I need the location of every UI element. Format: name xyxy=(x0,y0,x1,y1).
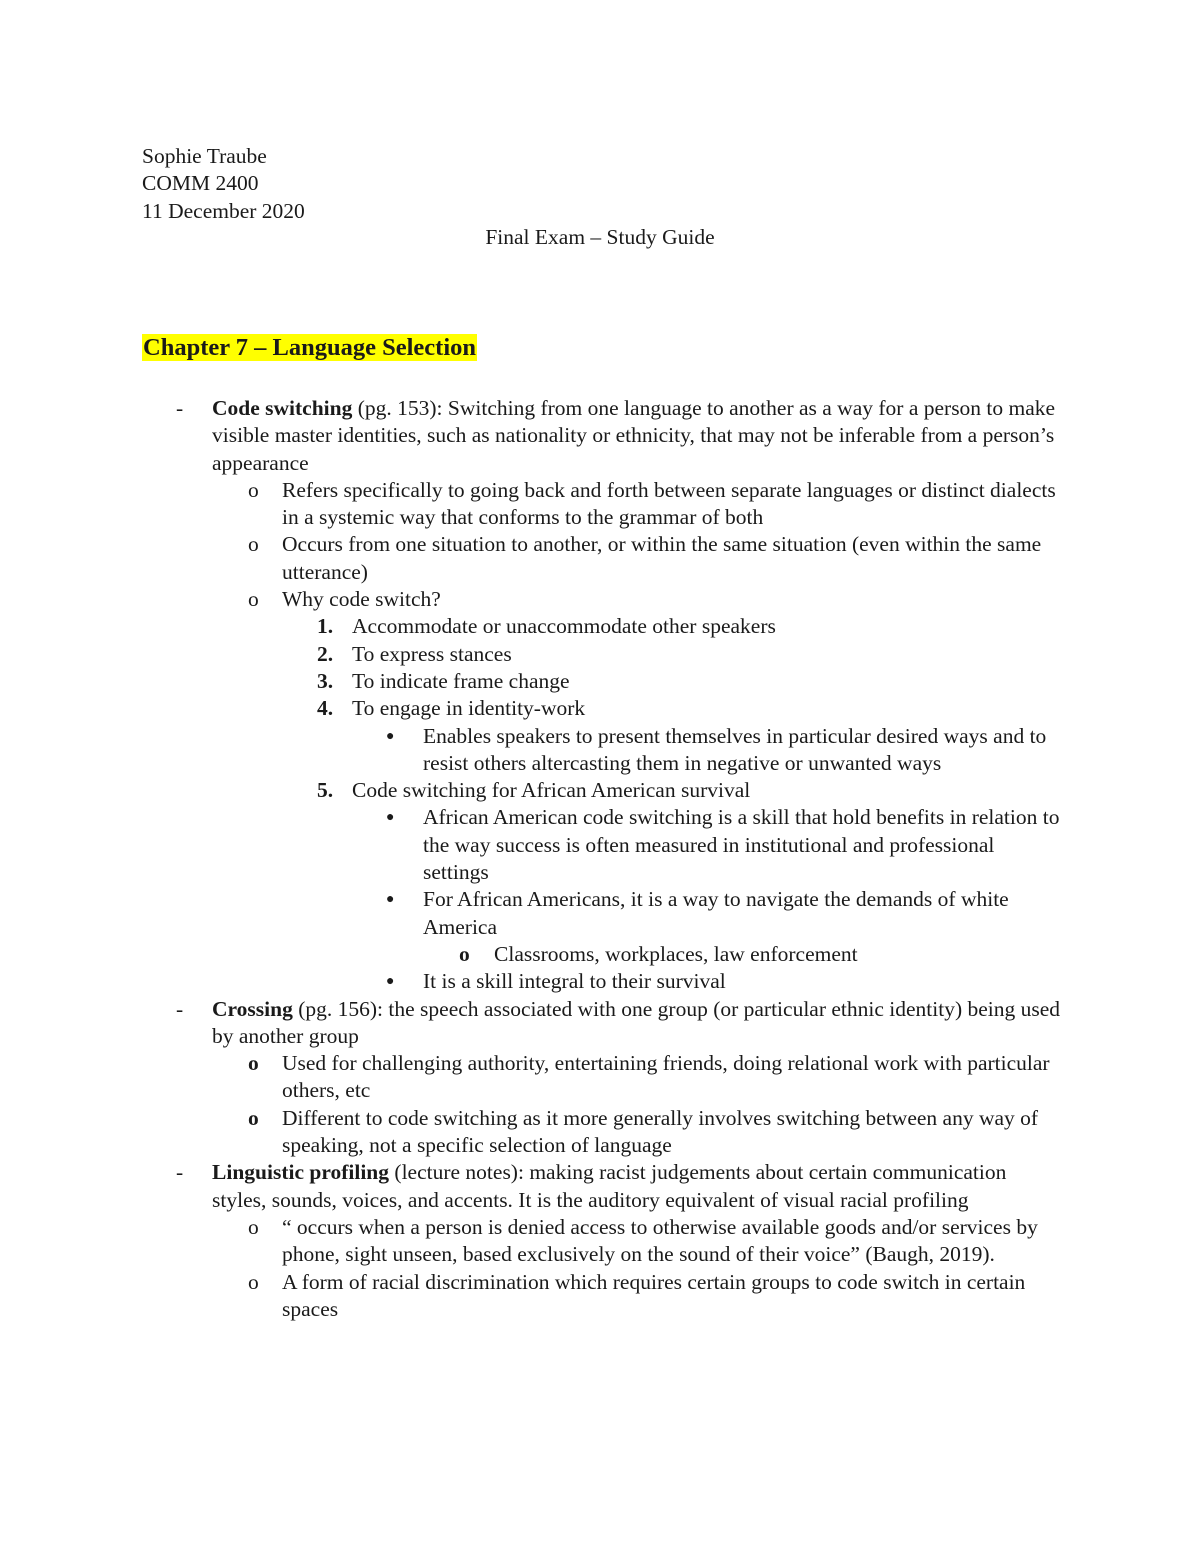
list-item xyxy=(0,1050,1062,1105)
term-description: (lecture notes): making racist judgements about certain communication styles, sounds, voices, and accents. It is the auditory equivalent of visual racial profiling xyxy=(212,1160,1007,1212)
bullet-marker: ● xyxy=(386,810,395,826)
list-item-text: Code switching for African American survival xyxy=(352,778,751,803)
list-item xyxy=(0,1105,1062,1160)
list-item xyxy=(0,968,1063,995)
list-item xyxy=(0,1159,1062,1214)
chapter-heading-text: Chapter 7 – Language Selection xyxy=(143,334,477,361)
list-item-text: To indicate frame change xyxy=(352,668,570,693)
circle-marker: o xyxy=(459,941,470,966)
circle-marker: o xyxy=(248,587,259,612)
dash-marker: - xyxy=(176,996,184,1021)
header-block xyxy=(142,143,305,225)
term-crossing: Crossing xyxy=(212,996,293,1021)
numbered-item xyxy=(0,777,1062,804)
list-item-text: Refers specifically to going back and forth between separate languages or distinct dialects in a systemic way that conforms to the grammar of both xyxy=(282,477,1056,530)
term-description: (pg. 153): Switching from one language to another as a way for a person to make visible master identities, such as nationality or ethnicity, that may not be inferable from a person’s appearance xyxy=(212,396,1056,475)
course-code: COMM 2400 xyxy=(142,171,259,196)
list-item xyxy=(0,886,1063,941)
list-item-text: “ occurs when a person is denied access to otherwise available goods and/or services by phone, sight unseen, based exclusively on the sound of their voice” (Baugh, 2019). xyxy=(282,1214,1038,1267)
item-number: 4. xyxy=(317,696,334,721)
document-date: 11 December 2020 xyxy=(142,198,305,223)
list-item xyxy=(0,941,1063,968)
notes-body xyxy=(0,395,1200,1323)
list-item-text: It is a skill integral to their survival xyxy=(423,969,726,994)
dash-marker: - xyxy=(176,396,184,420)
list-item xyxy=(0,395,1062,477)
list-item xyxy=(0,723,1063,778)
document-title: Final Exam – Study Guide xyxy=(485,225,715,249)
dash-marker: - xyxy=(176,1160,184,1185)
list-item xyxy=(0,804,1063,886)
numbered-item xyxy=(0,695,1062,722)
list-item-text: African American code switching is a skill that hold benefits in relation to the way success is often measured in institutional and professional settings xyxy=(423,805,1060,885)
list-item-text: Why code switch? xyxy=(282,587,441,612)
circle-marker: o xyxy=(248,1214,259,1239)
numbered-item xyxy=(0,668,1062,695)
term-code-switching: Code switching xyxy=(212,396,353,420)
item-number: 5. xyxy=(317,778,334,803)
numbered-item xyxy=(0,641,1062,668)
list-item-text: Enables speakers to present themselves in particular desired ways and to resist others altercasting them in negative or unwanted ways xyxy=(423,723,1047,775)
item-number: 2. xyxy=(317,641,334,666)
list-item xyxy=(0,531,1062,586)
circle-marker: o xyxy=(248,1051,259,1076)
item-number: 1. xyxy=(317,614,334,639)
list-item xyxy=(0,1214,1062,1269)
list-item-text: A form of racial discrimination which requires certain groups to code switch in certain spaces xyxy=(282,1269,1026,1321)
list-item xyxy=(0,477,1062,532)
list-item-text: Classrooms, workplaces, law enforcement xyxy=(494,941,858,966)
bullet-marker: ● xyxy=(386,892,395,908)
chapter-heading xyxy=(142,332,477,364)
numbered-item xyxy=(0,613,1062,640)
term-description: (pg. 156): the speech associated with one group (or particular ethnic identity) being used by another group xyxy=(212,996,1061,1048)
list-item xyxy=(0,1269,1062,1324)
list-item-text: For African Americans, it is a way to navigate the demands of white America xyxy=(423,887,1009,939)
circle-marker: o xyxy=(248,477,259,502)
list-item-text: Different to code switching as it more generally involves switching between any way of speaking, not a specific selection of language xyxy=(282,1105,1039,1158)
circle-marker: o xyxy=(248,1269,259,1294)
author-name: Sophie Traube xyxy=(142,144,267,168)
circle-marker: o xyxy=(248,532,259,557)
circle-marker: o xyxy=(248,1105,259,1130)
bullet-marker: ● xyxy=(386,728,395,744)
list-item-text: Used for challenging authority, entertaining friends, doing relational work with particular others, etc xyxy=(282,1051,1050,1103)
list-item-text: Occurs from one situation to another, or within the same situation (even within the same utterance) xyxy=(282,532,1042,584)
bullet-marker: ● xyxy=(386,974,395,990)
list-item-text: Accommodate or unaccommodate other speakers xyxy=(352,614,776,639)
list-item xyxy=(0,586,1062,613)
list-item-text: To express stances xyxy=(352,641,512,666)
term-linguistic-profiling: Linguistic profiling xyxy=(212,1160,390,1185)
list-item-text: To engage in identity-work xyxy=(352,696,586,721)
list-item xyxy=(0,996,1062,1051)
item-number: 3. xyxy=(317,668,334,693)
